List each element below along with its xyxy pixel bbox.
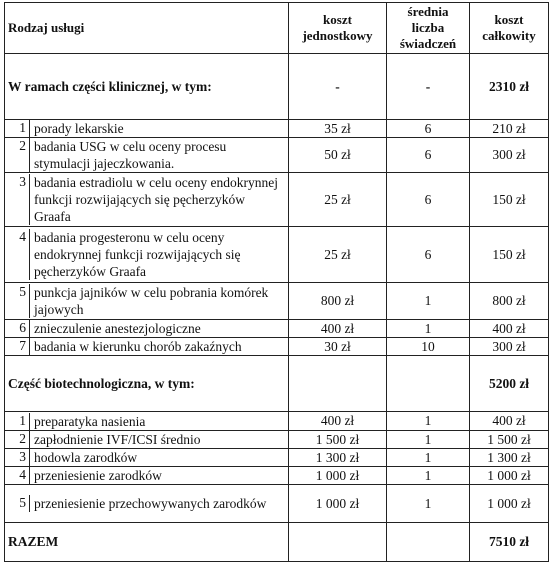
item-count: 1 xyxy=(387,283,470,320)
table-row xyxy=(5,485,549,523)
summary-row xyxy=(5,523,549,562)
section-title: Część biotechnologiczna, w tym: xyxy=(5,356,289,412)
item-number: 6 xyxy=(5,320,30,337)
item-count: 6 xyxy=(387,227,470,283)
table-row xyxy=(5,227,549,283)
item-number: 3 xyxy=(5,449,30,466)
item-total: 300 zł xyxy=(470,138,549,173)
item-description: preparatyka nasienia xyxy=(34,413,146,429)
item-description: hodowla zarodków xyxy=(34,450,138,465)
item-number: 2 xyxy=(5,138,30,172)
section-total: 5200 zł xyxy=(470,356,549,412)
table-row xyxy=(5,283,549,320)
table-row xyxy=(5,173,549,227)
section-row xyxy=(5,54,549,120)
table-row xyxy=(5,120,549,138)
item-description: przeniesienie zarodków xyxy=(34,468,162,483)
item-number: 4 xyxy=(5,467,30,484)
item-total: 1 500 zł xyxy=(470,431,549,449)
item-total: 1 300 zł xyxy=(470,449,549,467)
item-unit-cost: 50 zł xyxy=(289,138,387,173)
item-unit-cost: 1 300 zł xyxy=(289,449,387,467)
item-total: 150 zł xyxy=(470,227,549,283)
item-count: 1 xyxy=(387,467,470,485)
item-count: 1 xyxy=(387,320,470,338)
item-count: 6 xyxy=(387,173,470,227)
section-total: 2310 zł xyxy=(470,54,549,120)
section-unit xyxy=(289,356,387,412)
item-total: 800 zł xyxy=(470,283,549,320)
item-description: badania estradiolu w celu oceny endokrynnej funkcji rozwijających się pęcherzyków Graafa xyxy=(34,175,279,224)
table-row xyxy=(5,431,549,449)
item-count: 1 xyxy=(387,449,470,467)
item-total: 300 zł xyxy=(470,338,549,356)
summary-label: RAZEM xyxy=(5,523,289,562)
item-count: 1 xyxy=(387,431,470,449)
item-number: 7 xyxy=(5,338,30,355)
table-row xyxy=(5,449,549,467)
item-description: badania progesteronu w celu oceny endokrynnej funkcji rozwijających się pęcherzyków Graafa xyxy=(34,230,241,279)
section-row xyxy=(5,356,549,412)
item-unit-cost: 30 zł xyxy=(289,338,387,356)
item-total: 1 000 zł xyxy=(470,485,549,523)
item-description: badania w kierunku chorób zakaźnych xyxy=(34,339,242,354)
section-unit: - xyxy=(289,54,387,120)
header-unit-cost: koszt jednostkowy xyxy=(289,3,387,54)
item-count: 6 xyxy=(387,138,470,173)
item-description: znieczulenie anestezjologiczne xyxy=(34,321,201,336)
section-count: - xyxy=(387,54,470,120)
summary-empty-count xyxy=(387,523,470,562)
item-unit-cost: 1 500 zł xyxy=(289,431,387,449)
table-row xyxy=(5,412,549,431)
item-number: 5 xyxy=(5,495,30,512)
header-service-type: Rodzaj usługi xyxy=(5,3,289,54)
item-unit-cost: 1 000 zł xyxy=(289,485,387,523)
item-total: 150 zł xyxy=(470,173,549,227)
item-description: porady lekarskie xyxy=(34,121,124,136)
item-description: przeniesienie przechowywanych zarodków xyxy=(34,496,267,511)
item-count: 10 xyxy=(387,338,470,356)
item-number: 1 xyxy=(5,120,30,137)
item-total: 210 zł xyxy=(470,120,549,138)
header-row xyxy=(5,3,549,54)
item-number: 2 xyxy=(5,431,30,448)
item-unit-cost: 1 000 zł xyxy=(289,467,387,485)
table-row xyxy=(5,320,549,338)
section-count xyxy=(387,356,470,412)
item-total: 1 000 zł xyxy=(470,467,549,485)
item-unit-cost: 400 zł xyxy=(289,320,387,338)
item-description: zapłodnienie IVF/ICSI średnio xyxy=(34,432,201,447)
item-count: 6 xyxy=(387,120,470,138)
table-row xyxy=(5,138,549,173)
item-unit-cost: 800 zł xyxy=(289,283,387,320)
header-total-cost: koszt całkowity xyxy=(470,3,549,54)
item-unit-cost: 25 zł xyxy=(289,173,387,227)
item-number: 4 xyxy=(5,229,30,280)
item-unit-cost: 25 zł xyxy=(289,227,387,283)
item-total: 400 zł xyxy=(470,412,549,431)
item-count: 1 xyxy=(387,412,470,431)
cost-table xyxy=(4,2,549,562)
item-number: 5 xyxy=(5,284,30,318)
item-description: badania USG w celu oceny procesu stymulacji jajeczkowania. xyxy=(34,139,227,171)
table-row xyxy=(5,467,549,485)
table-row xyxy=(5,338,549,356)
item-unit-cost: 35 zł xyxy=(289,120,387,138)
item-total: 400 zł xyxy=(470,320,549,338)
summary-total: 7510 zł xyxy=(470,523,549,562)
summary-empty-unit xyxy=(289,523,387,562)
item-count: 1 xyxy=(387,485,470,523)
item-number: 3 xyxy=(5,174,30,225)
section-title: W ramach części klinicznej, w tym: xyxy=(5,54,289,120)
item-number: 1 xyxy=(5,413,30,430)
header-avg-count: średnia liczba świadczeń xyxy=(387,3,470,54)
item-unit-cost: 400 zł xyxy=(289,412,387,431)
item-description: punkcja jajników w celu pobrania komórek jajowych xyxy=(34,285,269,317)
